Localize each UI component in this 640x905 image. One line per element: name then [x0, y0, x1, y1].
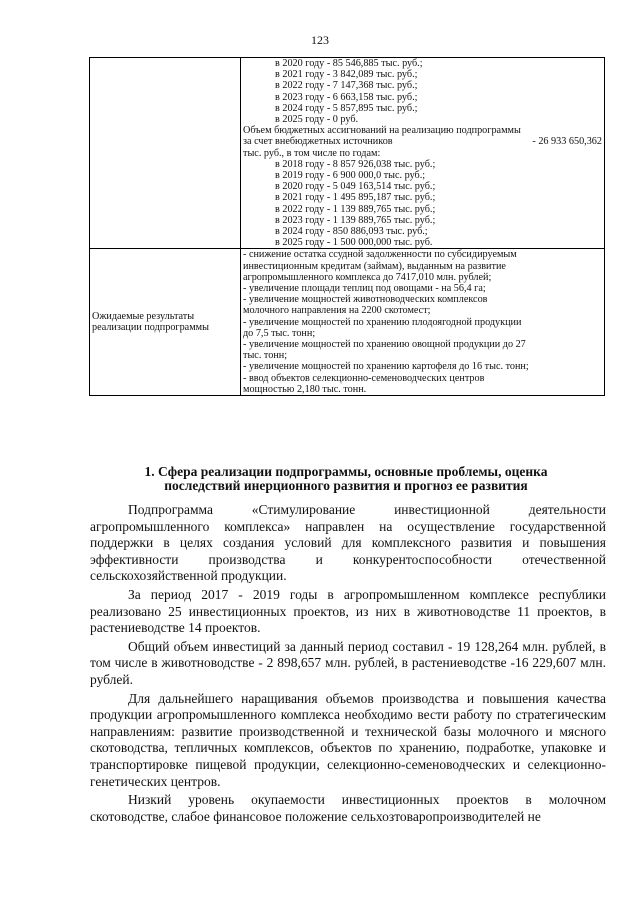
extrabudget-heading: Объем бюджетных ассигнований на реализацию подпрограммы [243, 125, 521, 137]
section-heading [86, 465, 606, 493]
extrabudget-total: - 26 933 650,362 [532, 136, 602, 148]
funding-value-cell [241, 58, 605, 249]
page-number: 123 [311, 33, 329, 47]
result-line: - увеличение мощностей животноводческих комплексов [243, 294, 488, 306]
extrabudget-year-line: в 2019 году - 6 900 000,0 тыс. руб.; [275, 170, 426, 182]
extrabudget-year-line: в 2020 году - 5 049 163,514 тыс. руб.; [275, 181, 436, 193]
funding-year-line: в 2022 году - 7 147,368 тыс. руб.; [275, 80, 418, 92]
result-line: инвестиционным кредитам (займам), выданным на развитие [243, 260, 506, 272]
extrabudget-year-line: в 2018 году - 8 857 926,038 тыс. руб.; [275, 158, 436, 170]
extrabudget-tail: тыс. руб., в том числе по годам: [243, 147, 381, 159]
extrabudget-year-line: в 2025 году - 1 500 000,000 тыс. руб. [275, 237, 433, 249]
result-line: молочного направления на 2200 скотомест; [243, 305, 431, 317]
funding-year-line: в 2025 году - 0 руб. [275, 114, 359, 126]
section-heading-line: 1. Сфера реализации подпрограммы, основные проблемы, оценка [144, 464, 548, 479]
subprogram-passport-table [89, 57, 605, 396]
extrabudget-source: за счет внебюджетных источников [243, 136, 393, 148]
extrabudget-total-line [243, 136, 602, 147]
body-text [90, 502, 606, 825]
results-value-cell [241, 249, 605, 396]
extrabudget-year-line: в 2021 году - 1 495 895,187 тыс. руб.; [275, 192, 436, 204]
paragraph: Низкий уровень окупаемости инвестиционных проектов в молочном скотоводстве, слабое финансовое положение сельхозтоваропроизводителей не [90, 792, 606, 824]
result-line: агропромышленного комплекса до 7417,010 млн. рублей; [243, 271, 492, 283]
extrabudget-year-line: в 2023 году - 1 139 889,765 тыс. руб.; [275, 214, 436, 226]
results-label: Ожидаемые результаты реализации подпрограммы [90, 249, 241, 396]
funding-label-cell [90, 58, 241, 249]
paragraph: Подпрограмма «Стимулирование инвестиционной деятельности агропромышленного комплекса» направлен на осуществление государственной поддержки в целях создания условий для комплексного развития и повышения эффективности производства и конкурентоспособности отечественной сельскохозяйственной продукции. [90, 502, 606, 584]
table-row [90, 58, 605, 249]
result-line: - увеличение мощностей по хранению картофеля до 16 тыс. тонн; [243, 361, 529, 373]
funding-year-line: в 2023 году - 6 663,158 тыс. руб.; [275, 91, 418, 103]
table-row [90, 249, 605, 396]
result-line: тыс. тонн; [243, 350, 288, 362]
funding-year-line: в 2024 году - 5 857,895 тыс. руб.; [275, 102, 418, 114]
funding-year-line: в 2021 году - 3 842,089 тыс. руб.; [275, 69, 418, 81]
paragraph: За период 2017 - 2019 годы в агропромышленном комплексе республики реализовано 25 инвестиционных проектов, из них в животноводстве 11 проектов, в растениеводстве 14 проектов. [90, 586, 606, 636]
paragraph: Общий объем инвестиций за данный период составил - 19 128,264 млн. рублей, в том числе в животноводстве - 2 898,657 млн. рублей, в растениеводстве -16 229,607 млн. рублей. [90, 638, 606, 687]
extrabudget-year-line: в 2024 году - 850 886,093 тыс. руб.; [275, 226, 428, 238]
result-line: - увеличение площади теплиц под овощами - на 56,4 га; [243, 283, 486, 295]
paragraph: Для дальнейшего наращивания объемов производства и повышения качества продукции агропромышленного комплекса необходимо вести работу по стратегическим направлениям: развитие производственной и технической базы молочного и мясного скотоводства, тепличных комплексов, объектов по хранению, подработке, упаковке и транспортировке пищевой продукции, селекционно-семеноводческих и селекционно-генетических центров. [90, 690, 606, 789]
section-heading-line: последствий инерционного развития и прогноз ее развития [164, 478, 528, 493]
funding-year-line: в 2020 году - 85 546,885 тыс. руб.; [275, 58, 423, 69]
result-line: - ввод объектов селекционно-семеноводческих центров [243, 372, 485, 384]
result-line: - увеличение мощностей по хранению овощной продукции до 27 [243, 339, 526, 351]
result-line: мощностью 2,180 тыс. тонн. [243, 383, 367, 395]
result-line: - снижение остатка ссудной задолженности по субсидируемым [243, 249, 517, 261]
extrabudget-year-line: в 2022 году - 1 139 889,765 тыс. руб.; [275, 203, 436, 215]
result-line: - увеличение мощностей по хранению плодоягодной продукции [243, 316, 522, 328]
result-line: до 7,5 тыс. тонн; [243, 327, 316, 339]
